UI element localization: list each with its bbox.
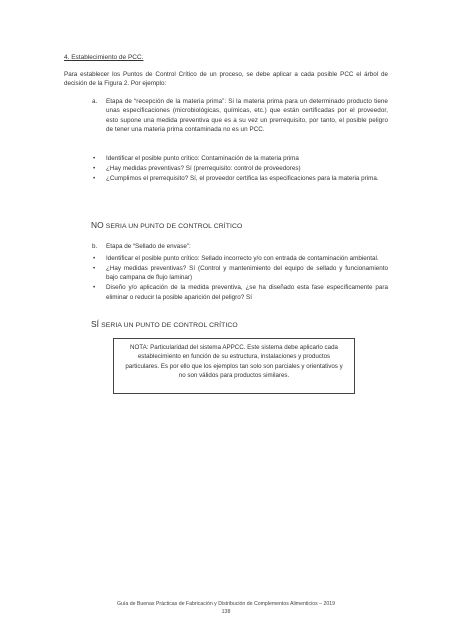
example-b-bullet-list xyxy=(93,254,388,303)
footer-page-number: 138 xyxy=(221,609,231,615)
example-a-label: a. xyxy=(92,98,98,105)
list-item: • Identificar el posible punto crítico: Contaminación de la materia prima xyxy=(93,155,299,162)
verdict-a-rest: SERIA UN PUNTO DE CONTROL CRÍTICO xyxy=(105,223,243,230)
section-heading: 4. Establecimiento de PCC. xyxy=(64,54,144,61)
list-item: • ¿Hay medidas preventivas? Sí (Control y mantenimiento del equipo de sellado y funcionamiento bajo campana de flujo laminar) xyxy=(93,264,388,282)
example-a xyxy=(92,97,388,135)
example-a-bullet-list xyxy=(93,154,388,184)
bullet-icon: • xyxy=(93,255,96,262)
verdict-a-first: NO xyxy=(91,220,104,230)
bullet-icon: • xyxy=(93,155,96,162)
bullet-icon: • xyxy=(93,264,96,272)
example-b xyxy=(92,242,388,251)
bullet-icon: • xyxy=(93,284,96,292)
list-item: • ¿Cumplimos el prerrequisito? Sí, el proveedor certifica las especificaciones para la materia prima. xyxy=(93,174,379,182)
intro-paragraph: Para establecer los Puntos de Control Crítico de un proceso, se debe aplicar a cada posible PCC el árbol de decisión de la Figura 2. Por ejemplo: xyxy=(64,71,388,88)
example-b-text: Etapa de “Sellado de envase”: xyxy=(106,243,191,250)
example-b-label: b. xyxy=(92,243,98,250)
list-item: • Diseño y/o aplicación de la medida preventiva, ¿se ha diseñado esta fase específicamente para eliminar o reducir la posible aparición del peligro? Sí xyxy=(93,284,388,301)
bullet-icon: • xyxy=(93,174,96,182)
verdict-b-first: SÍ xyxy=(91,319,100,329)
note-box: NOTA: Particularidad del sistema APPCC. Este sistema debe aplicarlo cada establecimiento en función de su estructura, instalaciones y productos particulares. Es por ello que los ejemplos tan solo son parciales y orientativos y no son válidos para productos similares. xyxy=(113,338,355,394)
verdict-b xyxy=(91,320,238,330)
bullet-icon: • xyxy=(93,164,96,172)
footer-guide-title: Guía de Buenas Prácticas de Fabricación y Distribución de Complementos Alimenticios – 2019 xyxy=(117,601,335,607)
list-item: • Identificar el posible punto crítico: Sellado incorrecto y/o con entrada de contaminación ambiental. xyxy=(93,255,379,262)
verdict-a xyxy=(91,221,242,231)
list-item: • ¿Hay medidas preventivas? Sí (prerrequisito: control de proveedores) xyxy=(93,164,301,172)
verdict-b-rest: SERIA UN PUNTO DE CONTROL CRÍTICO xyxy=(101,322,238,329)
example-a-text: Etapa de “recepción de la materia prima”: Si la materia prima para un determinado producto tiene unas especificaciones (microbiológicas, químicas, etc.) que están certificadas por el proveedor, esto supone una medida preventiva que es a su vez un prerrequisito, por tanto, el posible peligro de tener una materia prima contaminada no es un PCC. xyxy=(106,98,388,134)
